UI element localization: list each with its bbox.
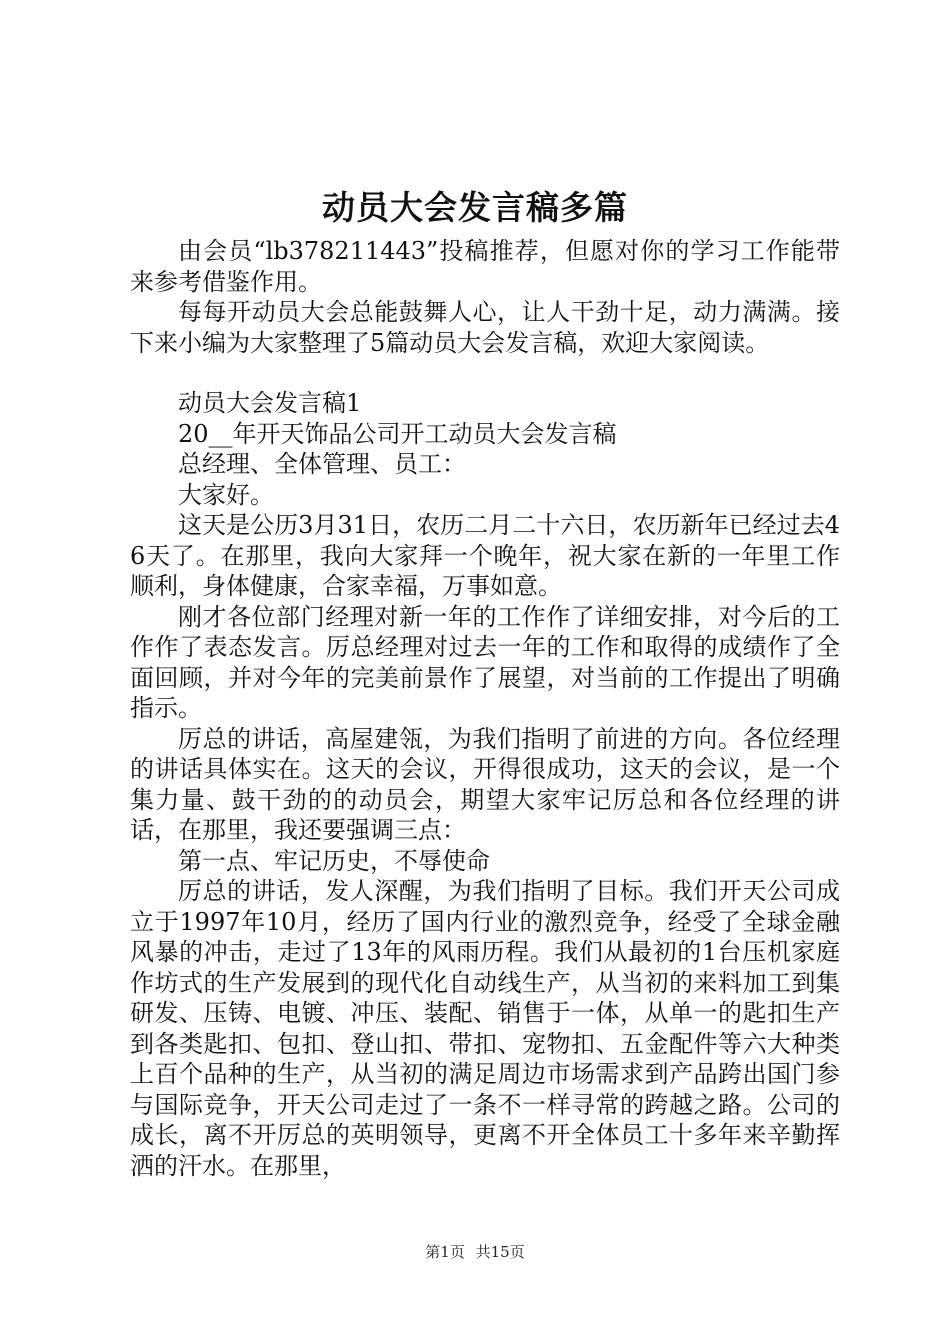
- document-body: [130, 236, 840, 1181]
- page-number: 第1页: [425, 1243, 465, 1261]
- page-total: 共15页: [475, 1243, 525, 1261]
- section-heading: 动员大会发言稿1: [178, 389, 362, 417]
- point-heading: 第一点、牢记历史，不辱使命: [178, 846, 490, 875]
- paragraph-intro: 由会员“lb378211443”投稿推荐，但愿对你的学习工作能带来参考借鉴作用。: [130, 237, 840, 296]
- paragraph-review: 刚才各位部门经理对新一年的工作作了详细安排，对今后的工作作了表态发言。厉总经理对过去一年的工作和取得的成绩作了全面回顾，并对今年的完美前景作了展望，对当前的工作提出了明确指示。: [130, 602, 840, 722]
- speech-title: 20__年开天饰品公司开工动员大会发言稿: [178, 419, 617, 448]
- document-title: 动员大会发言稿多篇: [322, 188, 628, 227]
- paragraph-speech: 厉总的讲话，高屋建瓴，为我们指明了前进的方向。各位经理的讲话具体实在。这天的会议，开得很成功，这天的会议，是一个集力量、鼓干劲的的动员会，期望大家牢记厉总和各位经理的讲话，在那里，我还要强调三点：: [130, 724, 840, 844]
- page-footer: [0, 1241, 950, 1263]
- paragraph-summary: 每每开动员大会总能鼓舞人心，让人干劲十足，动力满满。接下来小编为大家整理了5篇动员大会发言稿，欢迎大家阅读。: [130, 298, 840, 357]
- greeting: 大家好。: [178, 480, 274, 509]
- salutation: 总经理、全体管理、员工：: [178, 450, 466, 478]
- paragraph-history: 厉总的讲话，发人深醒，为我们指明了目标。我们开天公司成立于1997年10月，经历了国内行业的激烈竞争，经受了全球金融风暴的冲击，走过了13年的风雨历程。我们从最初的1台压机家庭作坊式的生产发展到的现代化自动线生产，从当初的来料加工到集研发、压铸、电镀、冲压、装配、销售于一体，从单一的匙扣生产到各类匙扣、包扣、登山扣、带扣、宠物扣、五金配件等六大种类上百个品种的生产，从当初的满足周边市场需求到产品跨出国门参与国际竞争，开天公司走过了一条不一样寻常的跨越之路。公司的成长，离不开厉总的英明领导，更离不开全体员工十多年来辛勤挥洒的汗水。在那里，: [130, 877, 840, 1180]
- paragraph-date: 这天是公历3月31日，农历二月二十六日，农历新年已经过去46天了。在那里，我向大家拜一个晚年，祝大家在新的一年里工作顺利，身体健康，合家幸福，万事如意。: [130, 511, 840, 600]
